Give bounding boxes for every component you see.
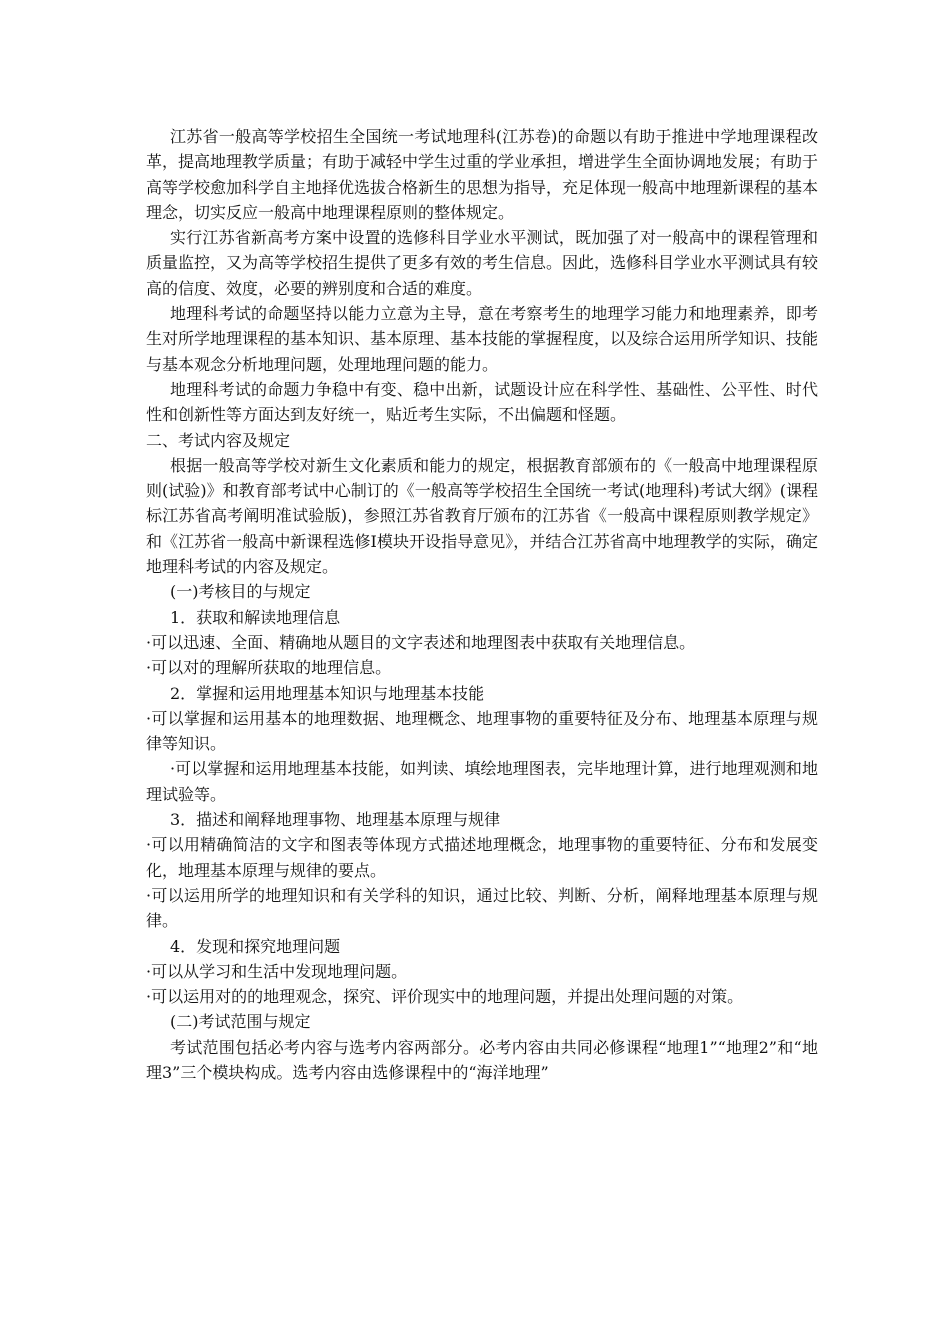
subsection-heading-objectives: (一)考核目的与规定: [170, 582, 311, 602]
bullet-item: ·可以对的理解所获取的地理信息。: [146, 658, 392, 678]
bullet-item: ·可以迅速、全面、精确地从题目的文字表述和地理图表中获取有关地理信息。: [146, 632, 696, 652]
document-body: [146, 124, 818, 1085]
bullet-item: ·可以从学习和生活中发现地理问题。: [146, 961, 408, 981]
section-heading-content: 二、考试内容及规定: [146, 430, 291, 450]
paragraph-basis: 根据一般高等学校对新生文化素质和能力的规定，根据教育部颁布的《一般高中地理课程原则(试验)》和教育部考试中心制订的《一般高等学校招生全国统一考试(地理科)考试大纲》(课程标江苏省高考阐明准试验版)，参照江苏省教育厅颁布的江苏省《一般高中课程原则教学规定》和《江苏省一般高中新课程选修Ⅰ模块开设指导意见》，并结合江苏省高中地理教学的实际，确定地理科考试的内容及规定。: [146, 455, 818, 577]
subsection-heading-scope: (二)考试范围与规定: [170, 1012, 311, 1032]
objective-heading-4: 4．发现和探究地理问题: [170, 936, 341, 956]
bullet-item: ·可以掌握和运用地理基本技能，如判读、填绘地理图表，完毕地理计算，进行地理观测和地理试验等。: [146, 759, 818, 804]
paragraph-level-test: 实行江苏省新高考方案中设置的选修科目学业水平测试，既加强了对一般高中的课程管理和质量监控，又为高等学校招生提供了更多有效的考生信息。因此，选修科目学业水平测试具有较高的信度、效度，必要的辨别度和合适的难度。: [146, 228, 819, 298]
objective-heading-1: 1．获取和解读地理信息: [170, 607, 341, 627]
paragraph-ability-focus: 地理科考试的命题坚持以能力立意为主导，意在考察考生的地理学习能力和地理素养，即考生对所学地理课程的基本知识、基本原理、基本技能的掌握程度，以及综合运用所学知识、技能与基本观念分析地理问题，处理地理问题的能力。: [146, 304, 819, 374]
bullet-item: ·可以掌握和运用基本的地理数据、地理概念、地理事物的重要特征及分布、地理基本原理与规律等知识。: [146, 708, 818, 754]
paragraph-exam-purpose: 江苏省一般高等学校招生全国统一考试地理科(江苏卷)的命题以有助于推进中学地理课程改革，提高地理教学质量；有助于减轻中学生过重的学业承担，增进学生全面协调地发展；有助于高等学校愈加科学自主地择优选拔合格新生的思想为指导，充足体现一般高中地理新课程的基本理念，切实反应一般高中地理课程原则的整体规定。: [146, 127, 819, 222]
bullet-item: ·可以运用所学的地理知识和有关学科的知识，通过比较、判断、分析，阐释地理基本原理与规律。: [146, 885, 818, 931]
objective-heading-2: 2．掌握和运用地理基本知识与地理基本技能: [170, 683, 485, 703]
paragraph-scope: 考试范围包括必考内容与选考内容两部分。必考内容由共同必修课程“地理1”“地理2”和“地理3”三个模块构成。选考内容由选修课程中的“海洋地理”: [146, 1037, 818, 1082]
bullet-item: ·可以运用对的的地理观念，探究、评价现实中的地理问题，并提出处理问题的对策。: [146, 987, 744, 1007]
paragraph-stability: 地理科考试的命题力争稳中有变、稳中出新，试题设计应在科学性、基础性、公平性、时代性和创新性等方面达到友好统一，贴近考生实际，不出偏题和怪题。: [146, 379, 818, 425]
objective-heading-3: 3．描述和阐释地理事物、地理基本原理与规律: [170, 810, 501, 830]
bullet-item: ·可以用精确简洁的文字和图表等体现方式描述地理概念，地理事物的重要特征、分布和发展变化，地理基本原理与规律的要点。: [146, 835, 818, 880]
